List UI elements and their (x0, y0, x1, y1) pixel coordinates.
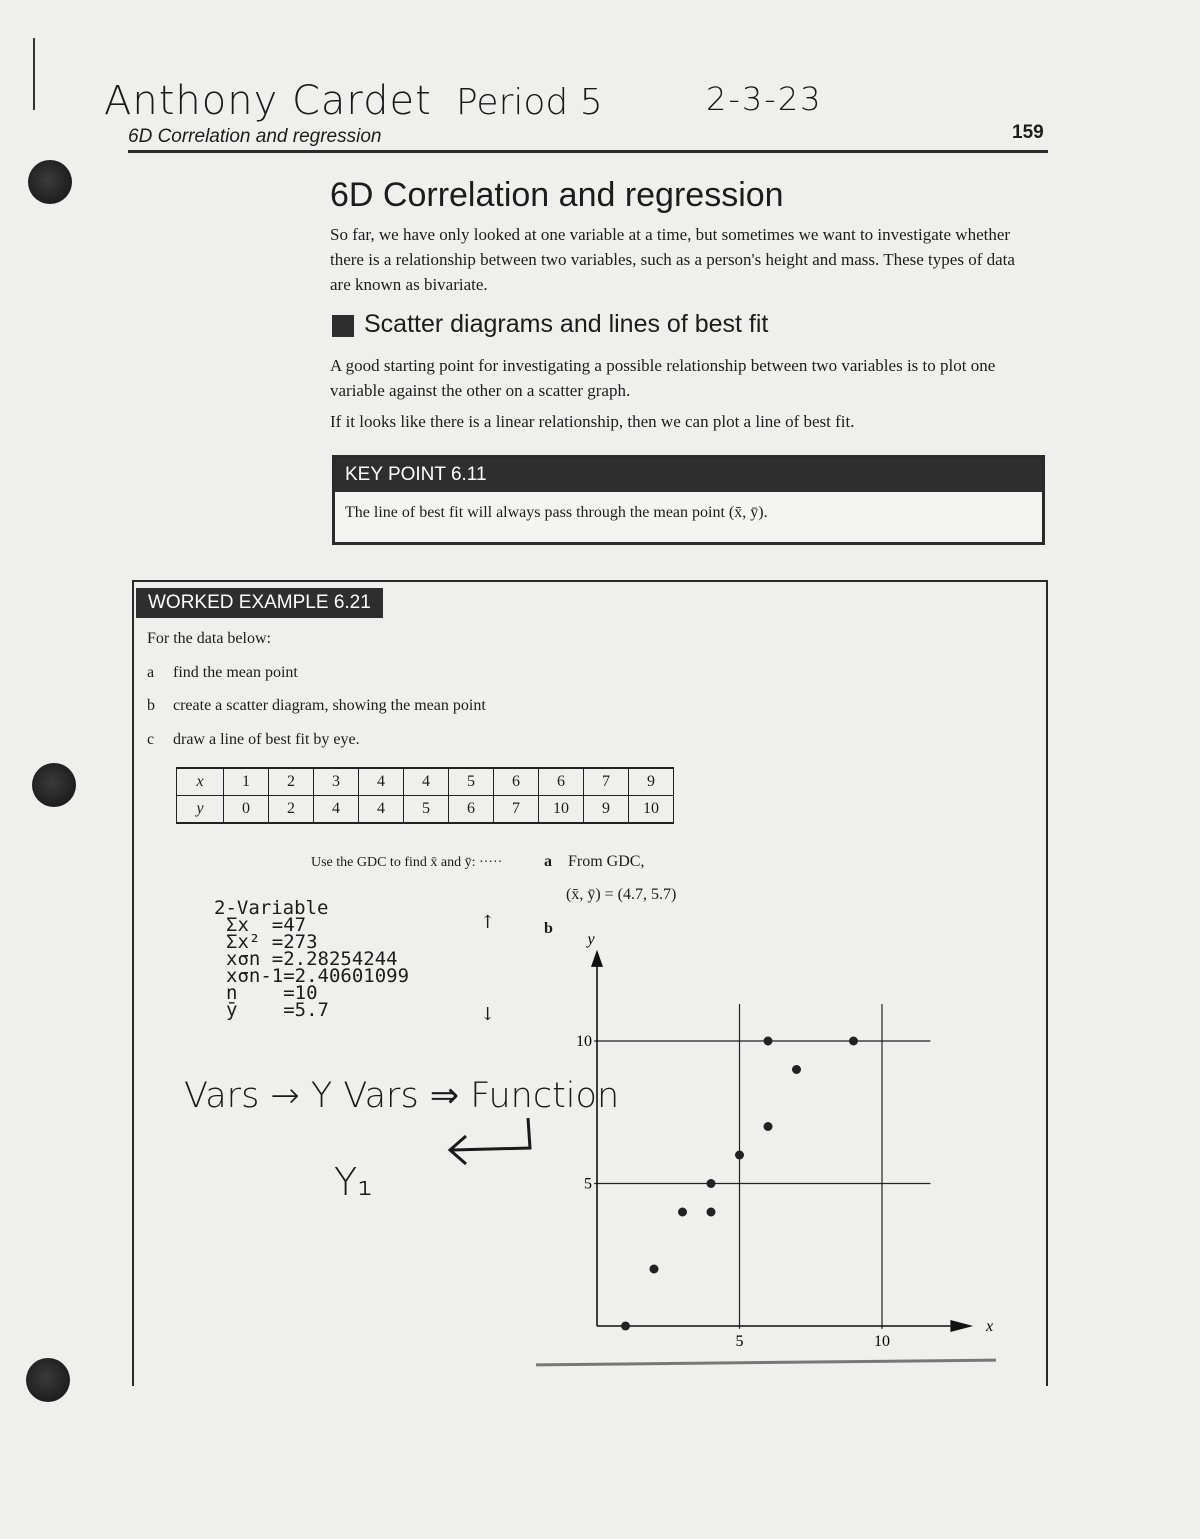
answer-b-label: b (544, 920, 553, 937)
key-point-box (332, 455, 1045, 545)
table-cell: 1 (224, 768, 269, 796)
table-cell: 4 (404, 768, 449, 796)
answer-a-label: a (544, 853, 552, 870)
y-tick-label: 5 (584, 1175, 592, 1193)
table-cell: 10 (539, 796, 584, 824)
task-c-text: draw a line of best fit by eye. (173, 731, 360, 748)
table-cell: 4 (314, 796, 359, 824)
data-point (707, 1208, 716, 1217)
x-axis-label: x (986, 1318, 994, 1335)
page-number: 159 (1012, 122, 1044, 143)
table-cell: 7 (494, 796, 539, 824)
x-tick-label: 10 (874, 1333, 890, 1350)
y-tick-label: 10 (576, 1033, 592, 1050)
student-name: Anthony Cardet (104, 78, 432, 124)
y-axis-label: y (587, 930, 595, 948)
answer-a-value: (x̄, ȳ) = (4.7, 5.7) (566, 886, 677, 903)
date: 2-3-23 (706, 80, 823, 118)
table-cell: 4 (359, 796, 404, 824)
handwritten-y-var: Y₁ (334, 1160, 373, 1204)
scroll-down-arrow-icon: ↓ (480, 1004, 496, 1025)
data-point (621, 1322, 630, 1331)
data-point (650, 1265, 659, 1274)
table-cell: 2 (269, 768, 314, 796)
data-point (707, 1179, 716, 1188)
calc-line: ȳ =5.7 (226, 999, 329, 1021)
punch-hole-bottom (26, 1358, 70, 1402)
task-a-letter: a (147, 664, 155, 681)
calc-line: 2-Variable (214, 897, 329, 919)
header-rule (128, 150, 1048, 153)
intro-paragraph: So far, we have only looked at one variable at a time, but sometimes we want to investigate whether there is a relationship between two variables, such as a person's height and mass. These types of data are known as bivariate. (330, 225, 1015, 294)
table-cell: 9 (584, 796, 629, 824)
table-row-x (177, 768, 674, 796)
page-title: 6D Correlation and regression (330, 176, 784, 214)
handwritten-calc-keys: Vars → Y Vars ⇒ Function (184, 1076, 620, 1116)
calc-line: xσn =2.28254244 (226, 948, 398, 970)
table-cell: 10 (629, 796, 674, 824)
paragraph-linear: If it looks like there is a linear relationship, then we can plot a line of best fit. (330, 412, 855, 431)
class-period: Period 5 (456, 82, 603, 123)
calculator-output (214, 897, 410, 1021)
table-cell: 2 (269, 796, 314, 824)
task-b (147, 697, 486, 715)
data-point (764, 1122, 773, 1131)
data-point (764, 1037, 773, 1046)
table-cell: 5 (404, 796, 449, 824)
gdc-note (311, 855, 502, 871)
y-axis-arrow-icon (591, 950, 603, 967)
table-row-y (177, 796, 674, 824)
running-header: 6D Correlation and regression (128, 126, 382, 147)
table-cell: 6 (494, 768, 539, 796)
x-axis-arrow-icon (950, 1320, 973, 1332)
calc-line: Σx =47 (226, 914, 307, 936)
section-square-icon (332, 315, 354, 337)
answer-a-from: From GDC, (568, 853, 645, 870)
section-subtitle: Scatter diagrams and lines of best fit (364, 310, 769, 338)
data-point (849, 1037, 858, 1046)
table-header-y: y (177, 796, 224, 824)
leader-dots: ····· (478, 855, 503, 870)
task-b-text: create a scatter diagram, showing the mean point (173, 697, 486, 714)
table-cell: 6 (449, 796, 494, 824)
calc-line: Σx² =273 (226, 931, 318, 953)
table-cell: 4 (359, 768, 404, 796)
data-table (176, 767, 674, 824)
data-point (678, 1208, 687, 1217)
calc-line: xσn-1=2.40601099 (226, 965, 410, 987)
punch-hole-top (28, 160, 72, 204)
task-c (147, 731, 360, 749)
handwritten-arrow-icon (430, 1110, 550, 1170)
table-cell: 0 (224, 796, 269, 824)
x-tick-label: 5 (735, 1333, 744, 1350)
task-a-text: find the mean point (173, 664, 298, 681)
task-a (147, 664, 298, 682)
punch-hole-middle (32, 763, 76, 807)
table-header-x: x (177, 768, 224, 796)
task-c-letter: c (147, 731, 155, 748)
table-cell: 5 (449, 768, 494, 796)
table-cell: 7 (584, 768, 629, 796)
paragraph-scatter: A good starting point for investigating a possible relationship between two variables is to plot one variable against the other on a scatter graph. (330, 356, 996, 400)
scatter-chart (560, 930, 994, 1364)
scroll-up-arrow-icon: ↑ (480, 912, 496, 933)
table-cell: 6 (539, 768, 584, 796)
gdc-note-text: Use the GDC to find x̄ and ȳ: (311, 855, 476, 870)
left-margin-mark (33, 38, 35, 110)
table-cell: 3 (314, 768, 359, 796)
worked-example-title: WORKED EXAMPLE 6.21 (136, 588, 383, 618)
example-prompt: For the data below: (147, 630, 271, 647)
data-point (735, 1151, 744, 1160)
data-point (792, 1065, 801, 1074)
task-b-letter: b (147, 697, 155, 714)
key-point-title: KEY POINT 6.11 (335, 458, 1042, 492)
table-cell: 9 (629, 768, 674, 796)
key-point-text: The line of best fit will always pass through the mean point (x̄, ȳ). (345, 504, 768, 521)
calc-line: n =10 (226, 982, 318, 1004)
